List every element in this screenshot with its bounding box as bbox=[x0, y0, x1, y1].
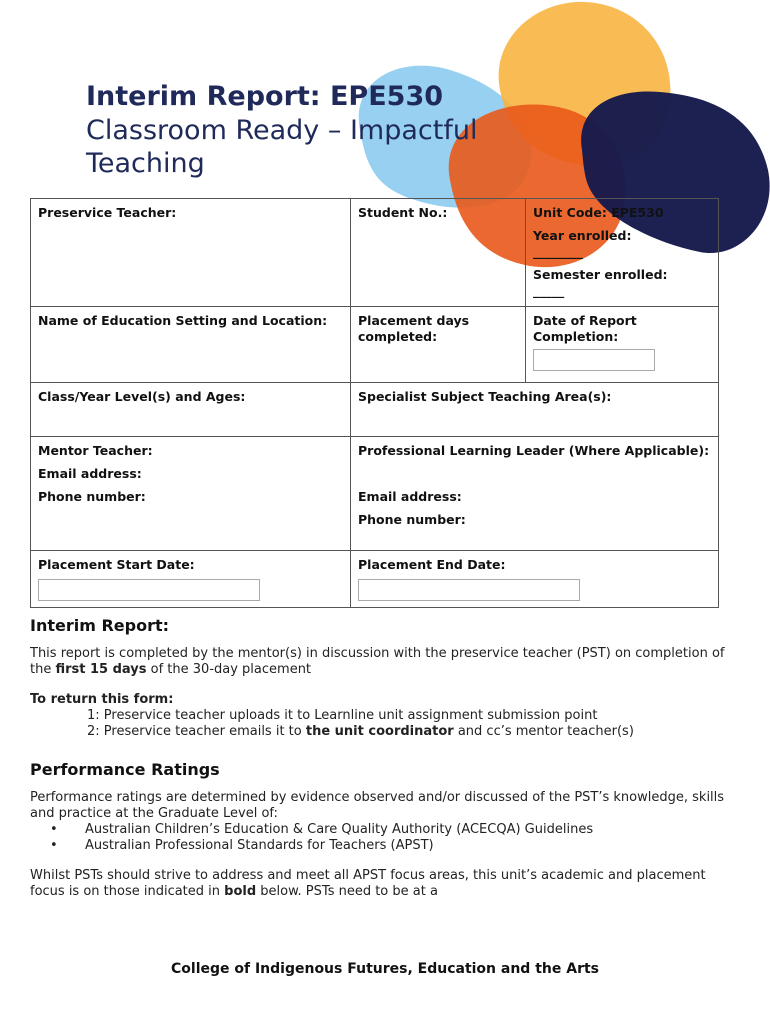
student-no-label: Student No.: bbox=[358, 205, 448, 220]
page-title: Interim Report: EPE530 bbox=[86, 81, 444, 112]
list-item: • Australian Children’s Education & Care Quality Authority (ACECQA) Guidelines bbox=[50, 822, 594, 837]
unit-info-cell bbox=[526, 199, 719, 307]
return-heading: To return this form: bbox=[30, 692, 174, 707]
pll-label: Professional Learning Leader (Where Applicable): bbox=[358, 443, 710, 458]
start-date-field[interactable] bbox=[38, 579, 260, 601]
report-date-field[interactable] bbox=[533, 349, 655, 371]
return-step-1: 1: Preservice teacher uploads it to Learnline unit assignment submission point bbox=[87, 708, 598, 723]
start-date-cell bbox=[31, 551, 351, 608]
mentor-cell[interactable] bbox=[31, 437, 351, 551]
start-date-label: Placement Start Date: bbox=[38, 557, 195, 572]
preservice-teacher-label: Preservice Teacher: bbox=[38, 205, 177, 220]
year-enrolled-blank[interactable]: ________ bbox=[533, 244, 583, 259]
semester-enrolled-label: Semester enrolled: bbox=[533, 267, 668, 282]
placement-days-label: Placement days completed: bbox=[358, 313, 470, 344]
focus-paragraph: Whilst PSTs should strive to address and meet all APST focus areas, this unit’s academic and placement focus is on those indicated in bold below. PSTs need to be at a bbox=[30, 868, 706, 899]
mentor-teacher-label: Mentor Teacher: bbox=[38, 443, 153, 458]
table-row bbox=[31, 437, 719, 551]
return-instructions bbox=[30, 692, 730, 740]
ratings-heading: Performance Ratings bbox=[30, 760, 220, 779]
class-year-cell[interactable] bbox=[31, 383, 351, 437]
interim-paragraph: This report is completed by the mentor(s) in discussion with the preservice teacher (PST) on completion of the first 15 days of the 30-day placement bbox=[30, 646, 725, 677]
student-no-cell[interactable] bbox=[351, 199, 526, 307]
specialist-area-label: Specialist Subject Teaching Area(s): bbox=[358, 389, 612, 404]
class-year-label: Class/Year Level(s) and Ages: bbox=[38, 389, 246, 404]
table-row bbox=[31, 199, 719, 307]
table-row bbox=[31, 551, 719, 608]
ratings-paragraph: Performance ratings are determined by evidence observed and/or discussed of the PST’s knowledge, skills and practice at the Graduate Level of: bbox=[30, 790, 725, 821]
preservice-teacher-cell[interactable] bbox=[31, 199, 351, 307]
end-date-field[interactable] bbox=[358, 579, 580, 601]
education-setting-label: Name of Education Setting and Location: bbox=[38, 313, 328, 328]
subtitle-line-1: Classroom Ready – Impactful bbox=[86, 115, 478, 146]
report-date-label: Date of Report Completion: bbox=[533, 313, 637, 344]
table-row bbox=[31, 383, 719, 437]
student-details-table bbox=[30, 198, 719, 608]
placement-days-cell[interactable] bbox=[351, 307, 526, 383]
title-block bbox=[86, 80, 606, 180]
table-row bbox=[31, 307, 719, 383]
semester-enrolled-blank[interactable]: _____ bbox=[533, 283, 565, 298]
pll-email-label: Email address: bbox=[358, 489, 462, 504]
list-item: • Australian Professional Standards for Teachers (APST) bbox=[50, 838, 434, 853]
mentor-email-label: Email address: bbox=[38, 466, 142, 481]
interim-heading: Interim Report: bbox=[30, 616, 170, 635]
setting-cell[interactable] bbox=[31, 307, 351, 383]
page-subtitle bbox=[86, 114, 606, 180]
specialist-area-cell[interactable] bbox=[351, 383, 719, 437]
subtitle-line-2: Teaching bbox=[86, 148, 205, 179]
year-enrolled-label: Year enrolled: bbox=[533, 228, 632, 243]
report-date-cell bbox=[526, 307, 719, 383]
mentor-phone-label: Phone number: bbox=[38, 489, 146, 504]
pll-cell[interactable] bbox=[351, 437, 719, 551]
return-step-2: 2: Preservice teacher emails it to the unit coordinator and cc’s mentor teacher(s) bbox=[87, 724, 634, 739]
footer-college-name: College of Indigenous Futures, Education and the Arts bbox=[171, 961, 599, 977]
ratings-bullet-list bbox=[30, 822, 730, 854]
end-date-label: Placement End Date: bbox=[358, 557, 506, 572]
pll-phone-label: Phone number: bbox=[358, 512, 466, 527]
end-date-cell bbox=[351, 551, 719, 608]
unit-code-label: Unit Code: EPE530 bbox=[533, 205, 664, 220]
body-content bbox=[30, 618, 730, 914]
